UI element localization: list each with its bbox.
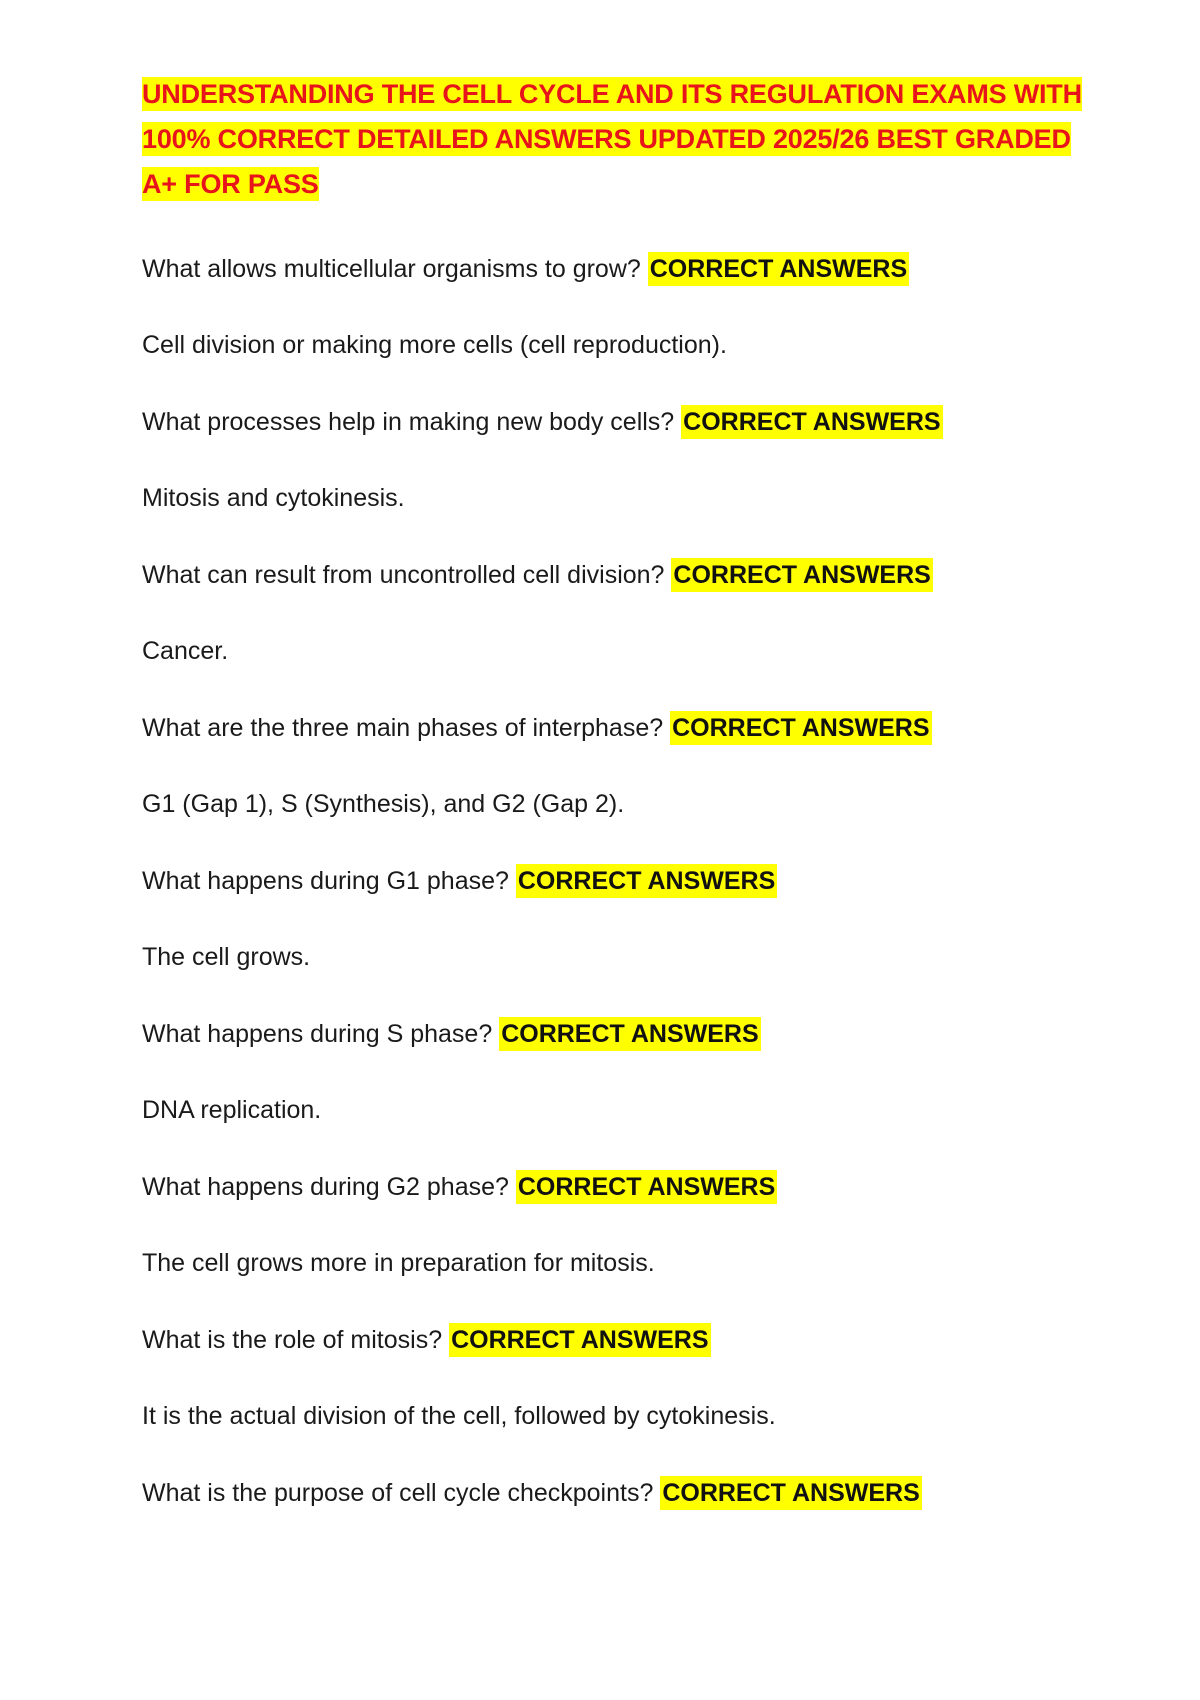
question-text: What happens during G2 phase? [142,1173,509,1201]
question [142,708,1082,748]
question [142,555,1082,595]
answer: Cancer. [142,637,229,665]
correct-answers-marker: CORRECT ANSWERS [671,558,932,592]
document-title [142,72,1082,207]
correct-answers-marker: CORRECT ANSWERS [648,252,909,286]
correct-answers-marker: CORRECT ANSWERS [670,711,931,745]
question [142,249,1082,289]
correct-answers-marker: CORRECT ANSWERS [449,1323,710,1357]
qa-item [142,402,1082,518]
answer: It is the actual division of the cell, followed by cytokinesis. [142,1402,776,1430]
answer: The cell grows. [142,943,311,971]
correct-answers-marker: CORRECT ANSWERS [660,1476,921,1510]
question-text: What is the purpose of cell cycle checkpoints? [142,1479,654,1507]
question [142,1167,1082,1207]
answer: Mitosis and cytokinesis. [142,484,405,512]
correct-answers-marker: CORRECT ANSWERS [516,864,777,898]
question [142,1320,1082,1360]
qa-item [142,708,1082,824]
question [142,402,1082,442]
qa-item [142,249,1082,365]
qa-item [142,1014,1082,1130]
correct-answers-marker: CORRECT ANSWERS [499,1017,760,1051]
document-page [142,72,1082,1549]
qa-item [142,1167,1082,1283]
question-text: What is the role of mitosis? [142,1326,443,1354]
qa-list [142,249,1082,1513]
qa-item [142,555,1082,671]
qa-item [142,1320,1082,1436]
question-text: What happens during S phase? [142,1020,493,1048]
question-text: What can result from uncontrolled cell division? [142,561,665,589]
question-text: What happens during G1 phase? [142,867,509,895]
answer: G1 (Gap 1), S (Synthesis), and G2 (Gap 2). [142,790,625,818]
correct-answers-marker: CORRECT ANSWERS [516,1170,777,1204]
qa-item [142,1473,1082,1513]
question-text: What processes help in making new body cells? [142,408,675,436]
document-title-text: UNDERSTANDING THE CELL CYCLE AND ITS REGULATION EXAMS WITH 100% CORRECT DETAILED ANSWERS UPDATED 2025/26 BEST GRADED A+ FOR PASS [142,79,1082,199]
answer: DNA replication. [142,1096,322,1124]
answer: Cell division or making more cells (cell reproduction). [142,331,727,359]
answer: The cell grows more in preparation for mitosis. [142,1249,655,1277]
question-text: What are the three main phases of interphase? [142,714,664,742]
question [142,861,1082,901]
qa-item [142,861,1082,977]
correct-answers-marker: CORRECT ANSWERS [681,405,942,439]
question-text: What allows multicellular organisms to grow? [142,255,641,283]
question [142,1473,1082,1513]
question [142,1014,1082,1054]
